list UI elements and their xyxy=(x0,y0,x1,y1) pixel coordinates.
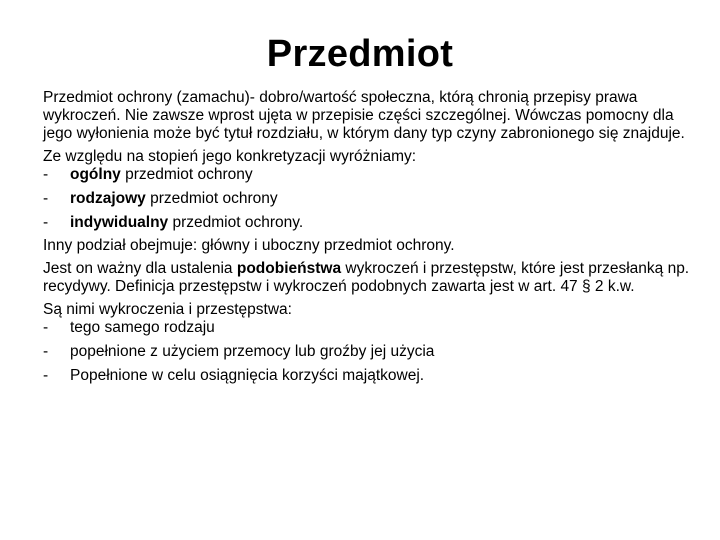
degree-intro: Ze względu na stopień jego konkretyzacji wyróżniamy: xyxy=(43,148,417,165)
slide-body xyxy=(43,89,693,390)
bullet-dash: - xyxy=(43,166,49,183)
offence-type-text: Popełnione w celu osiągnięcia korzyści majątkowej. xyxy=(70,367,425,384)
list-item xyxy=(43,190,693,208)
offence-type-text: tego samego rodzaju xyxy=(70,319,215,336)
offence-type-text: popełnione z użyciem przemocy lub groźby jej użycia xyxy=(70,343,435,360)
degree-list xyxy=(43,166,693,232)
bullet-dash: - xyxy=(43,367,49,384)
these-are-intro: Są nimi wykroczenia i przestępstwa: xyxy=(43,301,292,318)
offence-types-list xyxy=(43,319,693,385)
list-item xyxy=(43,319,693,337)
bullet-dash: - xyxy=(43,190,49,207)
degree-rest: przedmiot ochrony. xyxy=(168,214,304,231)
degree-rest: przedmiot ochrony xyxy=(120,166,253,183)
list-item xyxy=(43,343,693,361)
bullet-dash: - xyxy=(43,343,49,360)
list-item xyxy=(43,166,693,184)
similarity-after: wykroczeń i przestępstw, które jest przesłanką np. recydywy. Definicja przestępstw i wykroczeń podobnych zawarta jest w art. 47 § 2 k.w. xyxy=(43,260,690,295)
degree-term: indywidualny xyxy=(70,214,169,231)
list-item xyxy=(43,214,693,232)
degree-term: ogólny xyxy=(70,166,121,183)
list-item xyxy=(43,367,693,385)
bullet-dash: - xyxy=(43,214,49,231)
intro-paragraph: Przedmiot ochrony (zamachu)- dobro/wartość społeczna, którą chronią przepisy prawa wykroczeń. Nie zawsze wprost ujęta w przepisie części szczególnej. Wówczas pomocny dla jego wyłonienia może być tytuł rozdziału, w którym dany typ czyny zabronionego się znajduje. xyxy=(43,89,685,142)
slide-title: Przedmiot xyxy=(266,33,454,75)
other-division-paragraph: Inny podział obejmuje: główny i uboczny przedmiot ochrony. xyxy=(43,237,455,254)
similarity-paragraph xyxy=(43,260,693,296)
bullet-dash: - xyxy=(43,319,49,336)
similarity-term: podobieństwa xyxy=(236,260,342,277)
degree-rest: przedmiot ochrony xyxy=(145,190,278,207)
similarity-before: Jest on ważny dla ustalenia xyxy=(43,260,237,277)
degree-term: rodzajowy xyxy=(70,190,146,207)
